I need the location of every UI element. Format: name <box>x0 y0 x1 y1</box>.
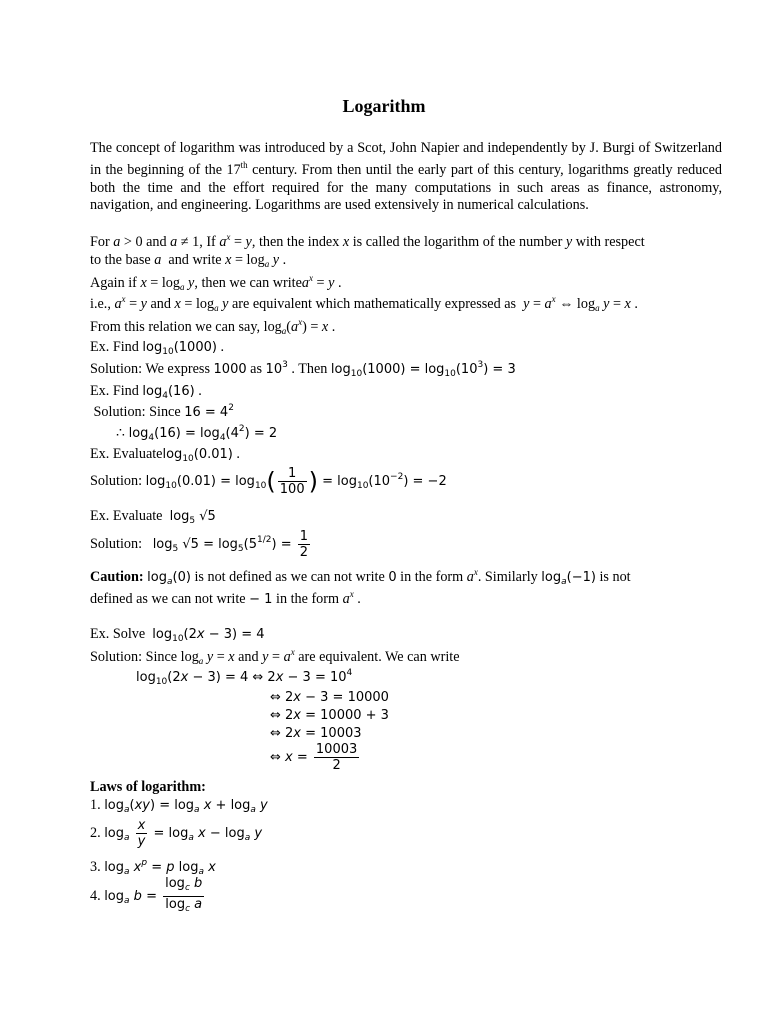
intro-text: The concept of logarithm was introduced by a Scot, John Napier and independently by J. Burgi of Switzerland in the beginning of the 17th century. From then until the early part of this century, logarithms greatly reduced both the time and the effort required for the many computations in such areas as finance, astronomy, navigation, and engineering. Logarithms are used extensively in numerical calculations. <box>90 140 722 213</box>
solution-5-step-5: ⇔ x = $\frac{10003}{2}$ <box>270 742 358 773</box>
text: in the form <box>396 569 467 585</box>
text: Ex. Evaluate <box>90 446 163 462</box>
text: is called the logarithm of the number <box>349 234 566 250</box>
solution-2: Solution: Since $16 = 4^2$ <box>93 403 234 420</box>
law-3: 3. $\log_a x^p = p$ $\log_a x$ <box>90 858 216 877</box>
page-title: Logarithm <box>342 96 426 116</box>
text: i.e., <box>90 296 115 312</box>
example-2: Ex. Find $\log_4(16)$ . <box>90 383 202 401</box>
text: Solution: <box>90 473 146 489</box>
law-number: 4. <box>90 888 101 904</box>
text: Ex. Evaluate <box>90 508 167 524</box>
text: in the form <box>272 591 343 607</box>
definition-line-1: For a > 0 and a ≠ 1, If $a^x = y$, then the index x is called the logarithm of the number y with respect <box>90 232 645 250</box>
intro-paragraph <box>90 140 722 214</box>
law-1: 1. $\log_a(xy) = \log_a x + \log_a y$ <box>90 797 268 815</box>
solution-5-step-4: ⇔ 2x = 10003 <box>270 726 362 741</box>
definition-line-4: i.e., $a^x = y$ and $x = \log_a y$ are equivalent which mathematically expressed as $y = a^x$ ⇔ $\log_a y = x$ . <box>90 294 638 313</box>
definition-line-3: Again if $x = \log_a y$, then we can writea$^x$ = y . <box>90 273 342 292</box>
solution-5-step-1: $\log_{10}(2x - 3) = 4$ ⇔ $2x - 3 = 10^4$ <box>136 668 353 687</box>
laws-heading <box>90 779 206 796</box>
text: is not <box>595 569 631 585</box>
text: Again if <box>90 275 141 291</box>
text: . Similarly <box>477 569 542 585</box>
solution-5-step-2: ⇔ 2x − 3 = 10000 <box>270 690 389 705</box>
text: Ex. Find <box>90 339 143 355</box>
caution-label: Caution: <box>90 569 144 585</box>
solution-4: Solution: $\log_5 √5 = \log_5(5^{1/2})$ = $\frac{1}{2}$ <box>90 529 308 560</box>
definition-line-5: From this relation we can say, $\log_a(a^x) = x$ . <box>90 317 336 336</box>
text: and <box>142 234 171 250</box>
solution-3: Solution: $\log_{10}(0.01) = \log_{10}$( $\frac{1}{100}$ ) = $\log_{10}(10^{-2}) = -2$ <box>90 466 447 497</box>
solution-2-result: ∴ $\log_4(16) = \log_4(4^2) = 2$ <box>116 424 278 443</box>
text: is not defined as we can not write <box>190 569 389 585</box>
solution-1: Solution: We express 1000 as $10^3$ . Then $\log_{10}(1000) = \log_{10}(10^3) = 3$ <box>90 360 516 379</box>
text: are equivalent which mathematically expressed as <box>228 296 520 312</box>
caution-line-2: defined as we can not write − 1 in the form $a^x$ . <box>90 589 361 607</box>
text: with respect <box>572 234 645 250</box>
example-3: Ex. Evaluatelog$_{10}$(0.01) . <box>90 446 240 464</box>
text: Solution: Since <box>90 649 181 665</box>
text: are equivalent. We can write <box>294 649 460 665</box>
caution-line-1: Caution: $\log_a(0)$ is not defined as we can not write 0 in the form $a^x$. Similarly $\log_a(-1)$ is not <box>90 567 631 587</box>
law-number: 3. <box>90 859 101 875</box>
example-1: Ex. Find $\log_{10}(1000)$ . <box>90 339 225 357</box>
definition-line-2: to the base a and write $x = \log_a y$ . <box>90 252 287 269</box>
solution-5-step-3: ⇔ 2x = 10000 + 3 <box>270 708 389 723</box>
law-4: 4. $\log_a b$ = $\frac{\log_c b}{\log_c a}$ <box>90 876 203 914</box>
text: and <box>146 296 175 312</box>
text: to the base <box>90 252 155 268</box>
text: For <box>90 234 114 250</box>
text: defined as we can not write <box>90 591 250 607</box>
laws-title: Laws of logarithm: <box>90 779 206 795</box>
solution-5: Solution: Since $\log_a y = x$ and $y = a^x$ are equivalent. We can write <box>90 647 460 666</box>
example-4: Ex. Evaluate $\log_5 √5$ <box>90 508 216 526</box>
text: as <box>250 361 266 377</box>
law-number: 2. <box>90 825 101 841</box>
text: Solution: We express <box>90 361 214 377</box>
example-5: Ex. Solve $\log_{10}(2x - 3) = 4$ <box>90 626 265 644</box>
text: Ex. Solve <box>90 626 149 642</box>
text: Solution: <box>90 536 146 552</box>
text: , If <box>199 234 220 250</box>
text: , then the index <box>251 234 343 250</box>
law-2: 2. $\log_a$ $\frac{x}{y}$ = $\log_a x - \log_a y$ <box>90 818 263 849</box>
text: . Then <box>291 361 331 377</box>
text: Solution: Since <box>93 404 185 420</box>
text: and <box>234 649 263 665</box>
law-number: 1. <box>90 797 101 813</box>
ordinal-suffix: th <box>240 160 248 171</box>
text: From this relation we can say, <box>90 319 264 335</box>
text: Ex. Find <box>90 383 143 399</box>
text: , then we can write <box>194 275 302 291</box>
text: and write <box>164 252 226 268</box>
